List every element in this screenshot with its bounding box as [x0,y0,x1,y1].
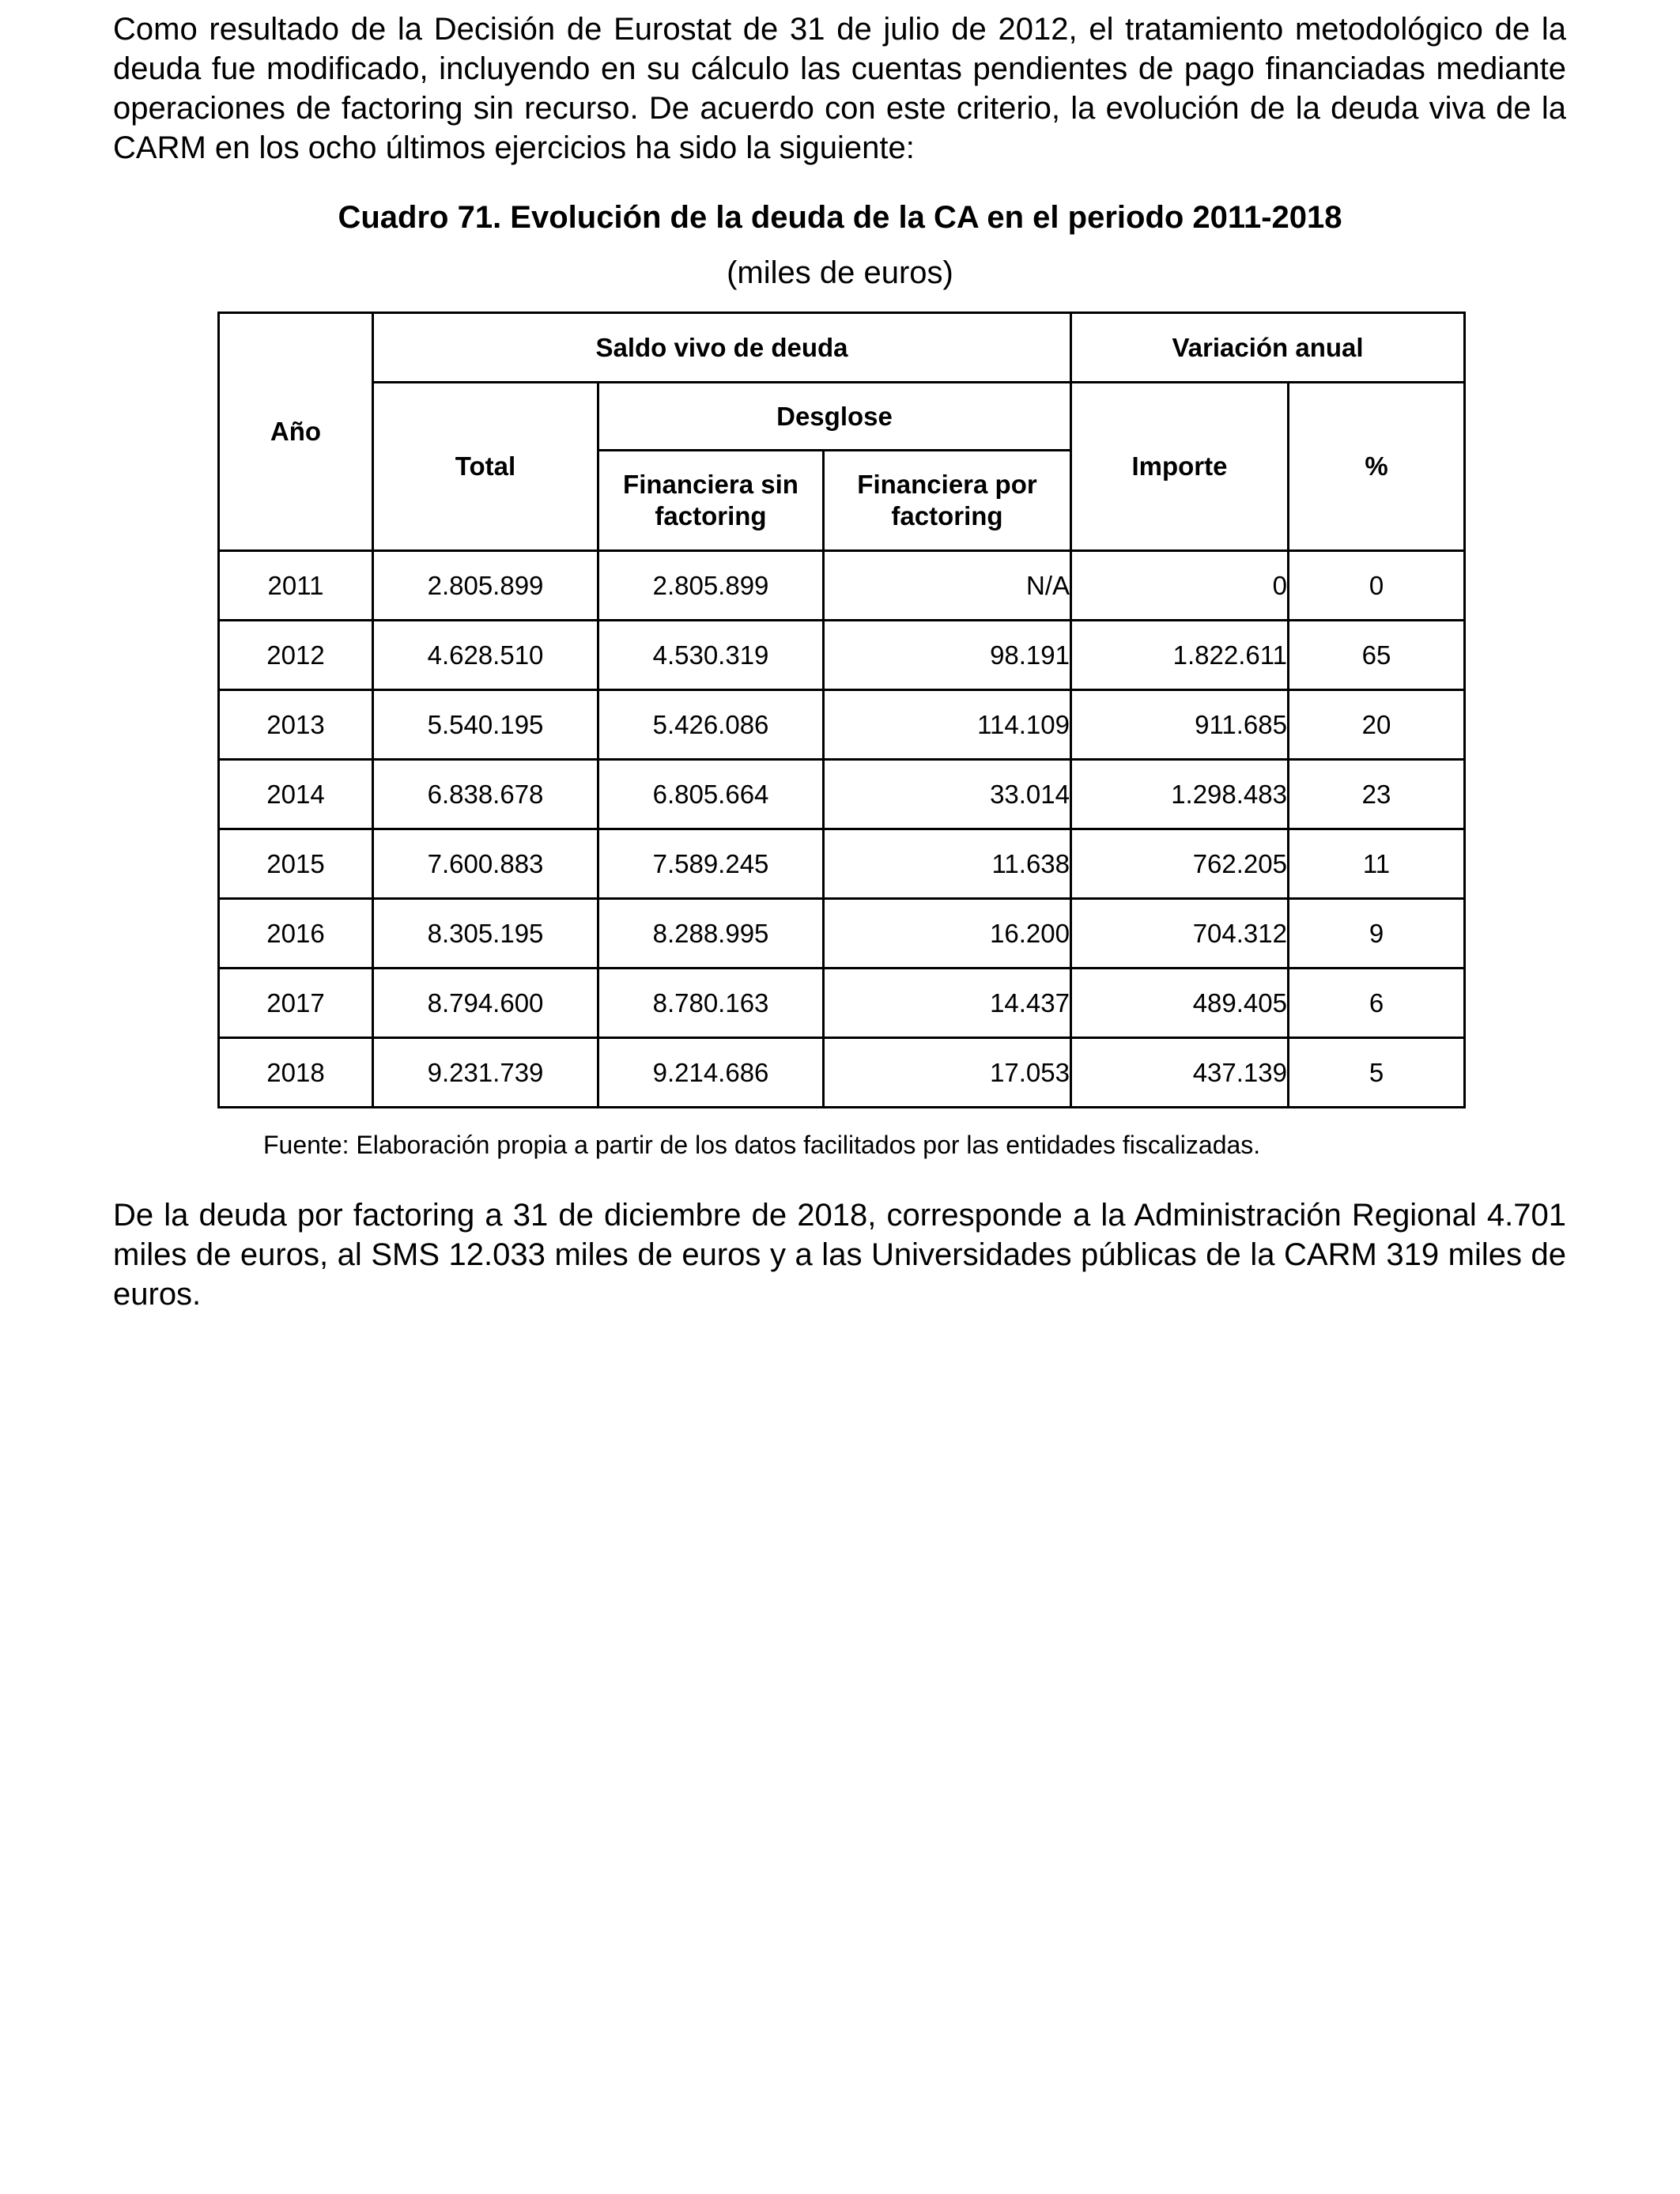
header-percent: % [1289,383,1465,551]
table-row [219,760,1465,829]
cell-percent: 11 [1289,829,1465,899]
cell-importe: 437.139 [1071,1038,1289,1108]
cell-importe: 704.312 [1071,899,1289,969]
cell-percent: 9 [1289,899,1465,969]
cell-percent: 23 [1289,760,1465,829]
cell-por-factoring: 114.109 [824,690,1071,760]
cell-sin-factoring: 7.589.245 [598,829,824,899]
intro-paragraph: Como resultado de la Decisión de Eurostat de 31 de julio de 2012, el tratamiento metodológico de la deuda fue modificado, incluyendo en su cálculo las cuentas pendientes de pago financiadas mediante operaciones de factoring sin recurso. De acuerdo con este criterio, la evolución de la deuda viva de la CARM en los ocho últimos ejercicios ha sido la siguiente: [113,12,1566,165]
cell-importe: 1.822.611 [1071,621,1289,690]
cell-year: 2015 [219,829,373,899]
debt-evolution-table [217,312,1466,1108]
cell-importe: 762.205 [1071,829,1289,899]
cell-total: 8.794.600 [373,969,598,1038]
table-row [219,690,1465,760]
cell-importe: 0 [1071,551,1289,621]
header-total: Total [373,383,598,551]
header-year: Año [219,313,373,551]
cell-percent: 6 [1289,969,1465,1038]
cell-percent: 65 [1289,621,1465,690]
cell-total: 5.540.195 [373,690,598,760]
cell-total: 8.305.195 [373,899,598,969]
cell-total: 7.600.883 [373,829,598,899]
cell-importe: 489.405 [1071,969,1289,1038]
header-desglose: Desglose [598,383,1071,451]
table-row [219,621,1465,690]
header-importe: Importe [1071,383,1289,551]
cell-importe: 1.298.483 [1071,760,1289,829]
cell-percent: 20 [1289,690,1465,760]
cell-year: 2011 [219,551,373,621]
cell-sin-factoring: 2.805.899 [598,551,824,621]
header-financiera-por-factoring: Financiera por factoring [824,451,1071,551]
table-source-note: Fuente: Elaboración propia a partir de los datos facilitados por las entidades fiscalizadas. [263,1131,1261,1159]
cell-por-factoring: 14.437 [824,969,1071,1038]
cell-percent: 0 [1289,551,1465,621]
table-row [219,829,1465,899]
cell-sin-factoring: 9.214.686 [598,1038,824,1108]
cell-year: 2016 [219,899,373,969]
cell-total: 2.805.899 [373,551,598,621]
cell-sin-factoring: 5.426.086 [598,690,824,760]
cell-por-factoring: 11.638 [824,829,1071,899]
header-saldo-vivo: Saldo vivo de deuda [373,313,1071,383]
cell-year: 2013 [219,690,373,760]
table-title: Cuadro 71. Evolución de la deuda de la CA en el periodo 2011-2018 [338,200,1342,235]
cell-year: 2018 [219,1038,373,1108]
cell-total: 4.628.510 [373,621,598,690]
header-financiera-sin-factoring: Financiera sin factoring [598,451,824,551]
table-row [219,1038,1465,1108]
cell-sin-factoring: 6.805.664 [598,760,824,829]
cell-sin-factoring: 4.530.319 [598,621,824,690]
cell-por-factoring: 33.014 [824,760,1071,829]
cell-por-factoring: 16.200 [824,899,1071,969]
cell-por-factoring: 17.053 [824,1038,1071,1108]
cell-year: 2014 [219,760,373,829]
cell-year: 2012 [219,621,373,690]
table-row [219,551,1465,621]
cell-percent: 5 [1289,1038,1465,1108]
cell-total: 6.838.678 [373,760,598,829]
cell-sin-factoring: 8.288.995 [598,899,824,969]
cell-total: 9.231.739 [373,1038,598,1108]
cell-sin-factoring: 8.780.163 [598,969,824,1038]
cell-importe: 911.685 [1071,690,1289,760]
table-row [219,899,1465,969]
table-row [219,969,1465,1038]
cell-por-factoring: N/A [824,551,1071,621]
cell-year: 2017 [219,969,373,1038]
cell-por-factoring: 98.191 [824,621,1071,690]
header-variacion-anual: Variación anual [1071,313,1465,383]
closing-paragraph: De la deuda por factoring a 31 de diciembre de 2018, corresponde a la Administración Regional 4.701 miles de euros, al SMS 12.033 miles de euros y a las Universidades públicas de la CARM 319 miles de euros. [113,1198,1566,1312]
table-subtitle: (miles de euros) [727,255,953,290]
